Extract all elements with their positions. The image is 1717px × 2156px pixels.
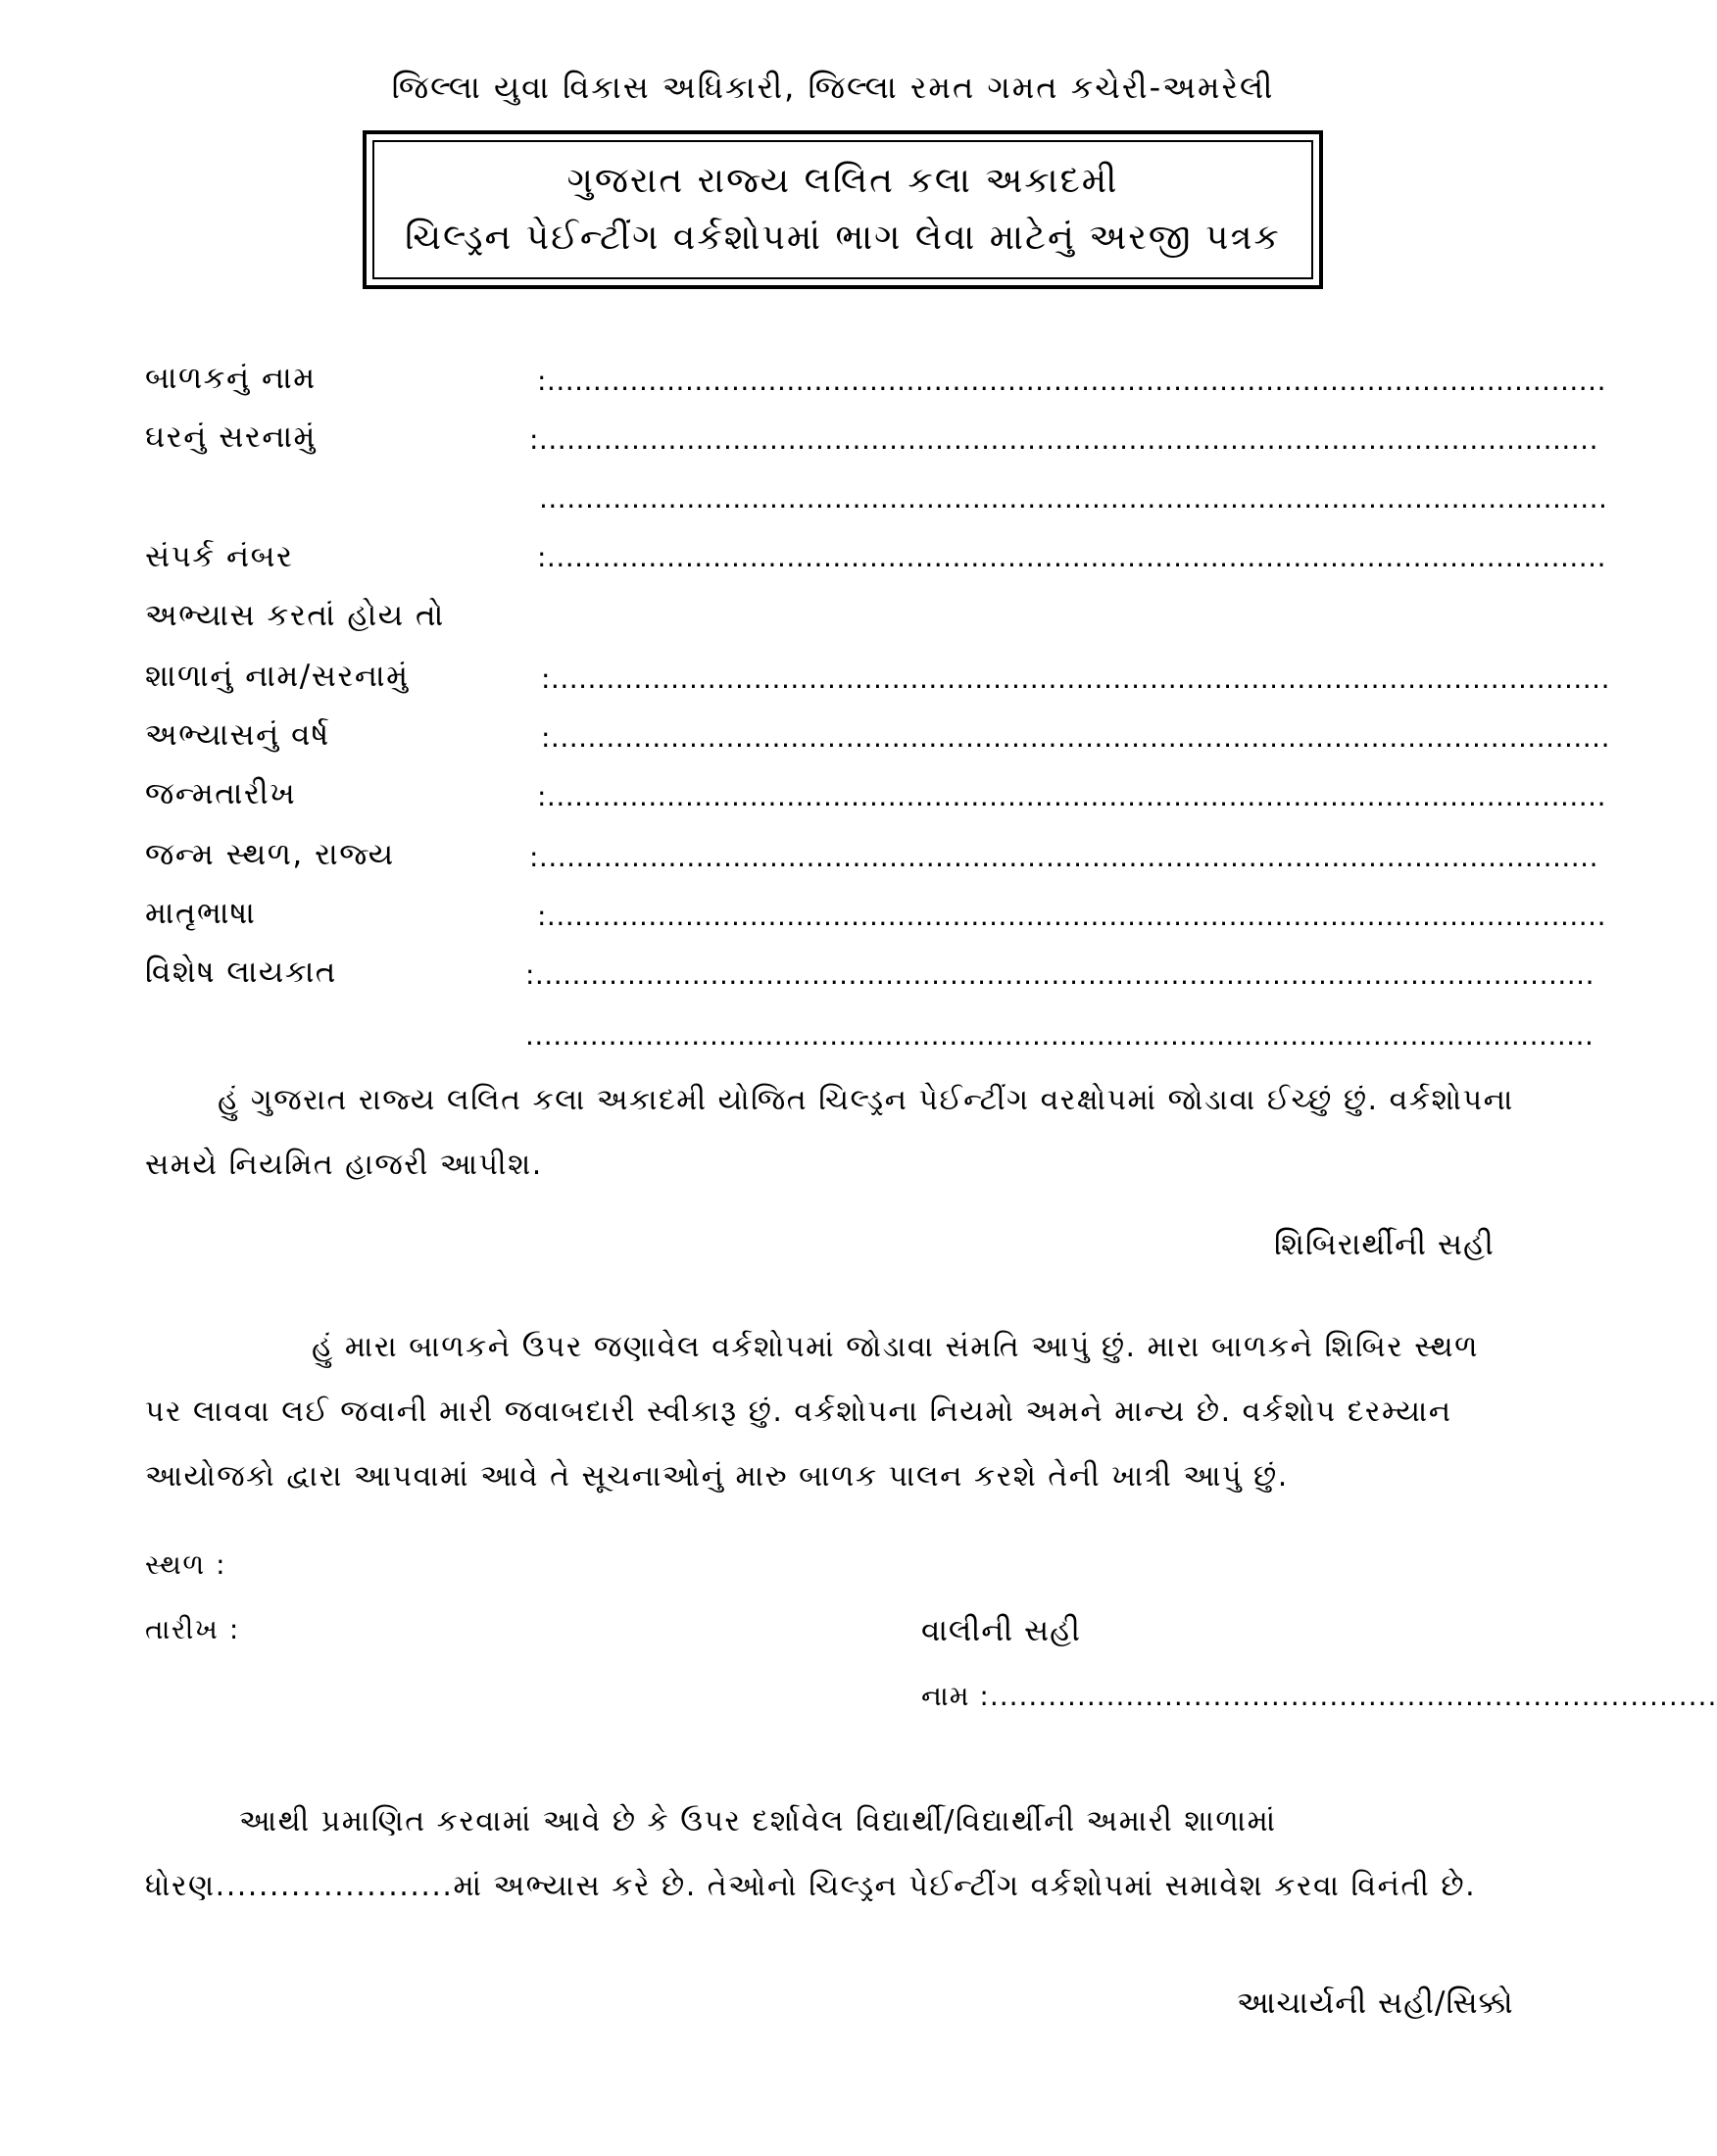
field-line-study-year[interactable]: :................................................................................................................... xyxy=(541,721,1610,754)
field-label-birth-place-state: જન્મ સ્થળ, રાજ્ય xyxy=(145,837,395,872)
guardian-name-field[interactable]: નામ :........................................................................... xyxy=(921,1680,1717,1712)
field-label-contact-number: સંપર્ક નંબર xyxy=(145,539,294,574)
place-label: સ્થળ : xyxy=(145,1548,227,1581)
field-line-home-address-2[interactable]: .................................................................................................................... xyxy=(539,482,1608,514)
guardian-signature-label: વાલીની સહી xyxy=(921,1613,1082,1648)
principal-certification: આથી પ્રમાણિત કરવામાં આવે છે કે ઉપર દર્શાવેલ વિદ્યાર્થી/વિદ્યાર્થીની અમારી શાળામાં ધોરણ......................માં અભ્યાસ કરે છે. તેઓનો ચિલ્ડ્રન પેઈન્ટીંગ વર્કશોપમાં સમાવેશ કરવા વિનંતી છે. xyxy=(145,1804,1477,1903)
field-line-birth-place-state[interactable]: :................................................................................................................... xyxy=(529,841,1598,873)
field-line-birth-date[interactable]: :................................................................................................................... xyxy=(537,780,1606,812)
title-box xyxy=(363,130,1323,289)
field-line-contact-number[interactable]: :................................................................................................................... xyxy=(537,541,1606,573)
participant-declaration: હું ગુજરાત રાજ્ય લલિત કલા અકાદમી યોજિત ચિલ્ડ્રન પેઈન્ટીંગ વરક્ષોપમાં જોડાવા ઈચ્છું છું. વર્કશોપના સમયે નિયમિત હાજરી આપીશ. xyxy=(145,1083,1514,1182)
office-header: જિલ્લા યુવા વિકાસ અધિકારી, જિલ્લા રમત ગમત કચેરી-અમરેલી xyxy=(391,69,1275,106)
date-label: તારીખ : xyxy=(145,1613,240,1645)
field-label-mother-tongue: માતૃભાષા xyxy=(145,896,257,931)
field-label-if-studying: અભ્યાસ કરતાં હોય તો xyxy=(145,598,445,633)
field-line-special-qualification[interactable]: :................................................................................................................... xyxy=(525,958,1594,991)
principal-signature-label: આચાર્યની સહી/સિક્કો xyxy=(1237,1985,1514,2021)
field-label-child-name: બાળકનું નામ xyxy=(145,361,317,396)
field-line-special-qualification-2[interactable]: .................................................................................................................... xyxy=(525,1019,1594,1052)
field-label-school-name-address: શાળાનું નામ/સરનામું xyxy=(145,659,410,694)
field-line-school-name-address[interactable]: :................................................................................................................... xyxy=(541,662,1610,695)
title-line-2: ચિલ્ડ્રન પેઈન્ટીંગ વર્કશોપમાં ભાગ લેવા માટેનું અરજી પત્રક xyxy=(405,218,1281,258)
field-line-mother-tongue[interactable]: :................................................................................................................... xyxy=(537,900,1606,932)
field-line-child-name[interactable]: :................................................................................................................... xyxy=(537,365,1606,397)
field-label-home-address: ઘરનું સરનામું xyxy=(145,419,317,455)
title-line-1: ગુજરાત રાજ્ય લલિત કલા અકાદમી xyxy=(566,161,1119,201)
field-label-special-qualification: વિશેષ લાયકાત xyxy=(145,955,337,990)
guardian-consent: હું મારા બાળકને ઉપર જણાવેલ વર્કશોપમાં જોડાવા સંમતિ આપું છું. મારા બાળકને શિબિર સ્થળ પર લાવવા લઈ જવાની મારી જવાબદારી સ્વીકારૂ છું. વર્કશોપના નિયમો અમને માન્ય છે. વર્કશોપ દરમ્યાન આયોજકો દ્વારા આપવામાં આવે તે સૂચનાઓનું મારુ બાળક પાલન કરશે તેની ખાત્રી આપું છું. xyxy=(145,1330,1480,1494)
participant-signature-label: શિબિરાર્થીની સહી xyxy=(1274,1227,1495,1262)
field-label-birth-date: જન્મતારીખ xyxy=(145,776,297,811)
field-label-study-year: અભ્યાસનું વર્ષ xyxy=(145,717,330,753)
field-line-home-address[interactable]: :................................................................................................................... xyxy=(529,423,1598,456)
